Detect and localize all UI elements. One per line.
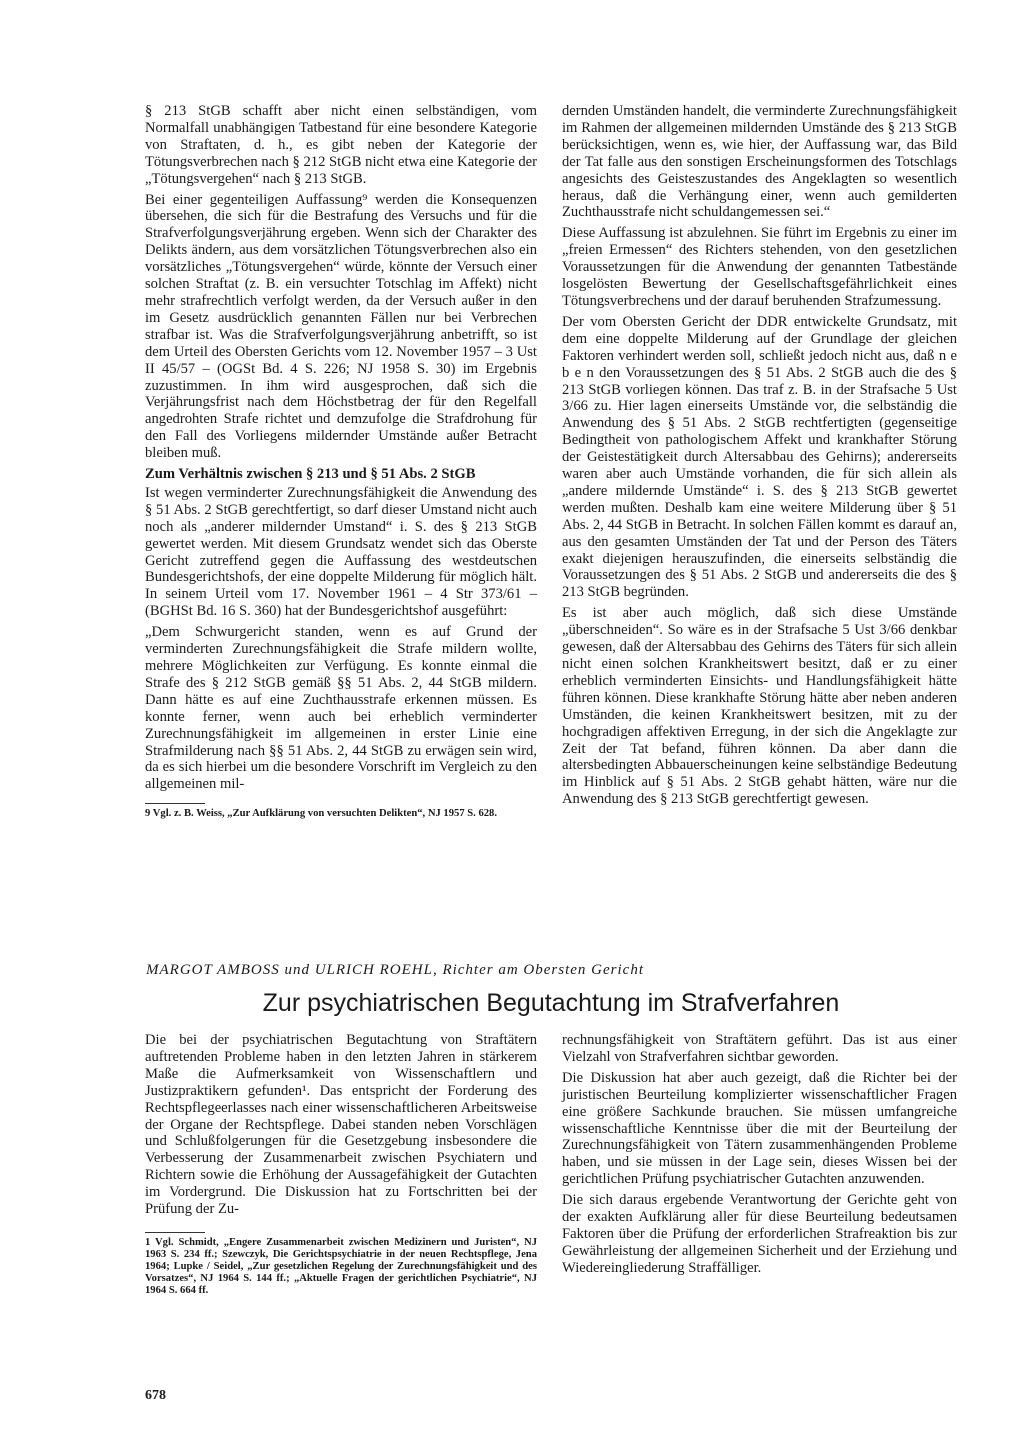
paragraph: Es ist aber auch möglich, daß sich diese Umstände „überschneiden“. So wäre es in der Strafsache 5 Ust 3/66 denkbar gewesen, daß der Altersabbau des Gehirns des Täters für sich allein nicht einen solchen Krankheitswert besitzt, daß er zu einer erheblich verminderten Einsichts- und Handlungsfähigkeit hätte führen können. Diese krankhafte Störung hätte aber neben anderen Umständen, die keinen Krankheitswert besitzen, mit zu der hochgradigen affektiven Erregung, in der sich die Angeklagte zur Zeit der Tat befand, führen können. Da aber dann die altersbedingten Abbauerscheinungen keine selbständige Bedeutung im Hinblick auf § 51 Abs. 2 StGB gehabt hätten, wäre nur die Anwendung des § 213 StGB gerechtfertigt gewesen. [562, 605, 957, 808]
article2-left-column [145, 1032, 537, 1301]
footnote-rule [145, 803, 205, 804]
paragraph: Bei einer gegenteiligen Auffassung⁹ werden die Konsequenzen übersehen, die sich für die Bestrafung des Versuchs und für die Strafverfolgungsverjährung ergeben. Wenn sich der Charakter des Delikts ändern, aus dem vorsätzlichen Tötungsverbrechen also ein vorsätzliches „Tötungsvergehen“ würde, könnte der Versuch einer solchen Straftat (z. B. ein versuchter Totschlag im Affekt) nicht mehr strafrechtlich verfolgt werden, da der Versuch außer in den im Gesetz ausdrücklich genannten Fällen nur bei Verbrechen strafbar ist. Was die Strafverfolgungsverjährung anbetrifft, so ist dem Urteil des Obersten Gerichts vom 12. November 1957 – 3 Ust II 45/57 – (OGSt Bd. 4 S. 226; NJ 1958 S. 30) im Ergebnis zuzustimmen. In ihm wird ausgesprochen, daß sich die Verjährungsfrist nach dem Höchstbetrag der für den Regelfall angedrohten Strafe richtet und demzufolge die Strafdrohung für den Fall des Vorliegens mildernder Umstände außer Betracht bleiben muß. [145, 191, 537, 462]
article1-right-column [562, 103, 957, 812]
footnote-rule [145, 1232, 205, 1233]
footnote: 9 Vgl. z. B. Weiss, „Zur Aufklärung von versuchten Delikten“, NJ 1957 S. 628. [145, 808, 497, 820]
article-title: Zur psychiatrischen Begutachtung im Strafverfahren [262, 989, 840, 1017]
paragraph: Die bei der psychiatrischen Begutachtung von Straftätern auftretenden Probleme haben in den letzten Jahren in stärkerem Maße die Aufmerksamkeit von Wissenschaftlern und Justizpraktikern gefunden¹. Das entspricht der Forderung des Rechtspflegeerlasses nach einer wissenschaftlicheren Arbeitsweise der Organe der Rechtspflege. Dabei standen neben Vorschlägen und Schlußfolgerungen für die Gesetzgebung insbesondere die Verbesserung der Zusammenarbeit zwischen Psychiatern und Richtern sowie die Erhöhung der Aussagefähigkeit der Gutachten im Vordergrund. Die Diskussion hat zu Fortschritten bei der Prüfung der Zu- [145, 1032, 537, 1218]
article1-left-column [145, 103, 537, 824]
section-subheading: Zum Verhältnis zwischen § 213 und § 51 Abs. 2 StGB [145, 466, 476, 483]
paragraph: Die Diskussion hat aber auch gezeigt, daß die Richter bei der juristischen Beurteilung komplizierter wissenschaftlicher Fragen eine größere Sachkunde brauchen. Sie müssen umfangreiche wissenschaftliche Kenntnisse über die mit der Beurteilung der Zurechnungsfähigkeit von Tätern zusammenhängenden Probleme haben, und sie müssen in der Lage sein, dieses Wissen bei der gerichtlichen Prüfung psychiatrischer Gutachten anzuwenden. [562, 1069, 957, 1188]
page-number: 678 [145, 1388, 166, 1403]
footnote: 1 Vgl. Schmidt, „Engere Zusammenarbeit zwischen Medizinern und Juristen“, NJ 1963 S. 234 ff.; Szewczyk, Die Gerichtspsychiatrie in der neuen Rechtspflege, Jena 1964; Lupke / Seidel, „Zur gesetzlichen Regelung der Zurechnungsfähigkeit und des Vorsatzes“, NJ 1964 S. 144 ff.; „Aktuelle Fragen der gerichtlichen Psychiatrie“, NJ 1964 S. 664 ff. [145, 1236, 537, 1296]
block-quote: „Dem Schwurgericht standen, wenn es auf Grund der verminderten Zurechnungsfähigkeit die Strafe mildern wollte, mehrere Möglichkeiten zur Verfügung. Es konnte einmal die Strafe des § 212 StGB gemäß §§ 51 Abs. 2, 44 StGB mildern. Dann hätte es auf eine Zuchthausstrafe erkennen müssen. Es konnte ferner, wenn auch bei erheblich verminderter Zurechnungsfähigkeit im allgemeinen in erster Linie eine Strafmilderung nach §§ 51 Abs. 2, 44 StGB zu erwägen sein wird, da es sich hierbei um die besondere Vorschrift im Vergleich zu den allgemeinen mil- [145, 624, 537, 793]
paragraph: Die sich daraus ergebende Verantwortung der Gerichte geht von der exakten Aufklärung aller für diese Beurteilung bedeutsamen Faktoren über die Prüfung der erforderlichen Strafreaktion bis zur Gewährleistung der allgemeinen Sicherheit und der Erziehung und Wiedereingliederung Straffälliger. [562, 1192, 957, 1276]
article-byline: MARGOT AMBOSS und ULRICH ROEHL, Richter am Obersten Gericht [146, 962, 644, 978]
paragraph: Ist wegen verminderter Zurechnungsfähigkeit die Anwendung des § 51 Abs. 2 StGB gerechtfertigt, so darf dieser Umstand nicht auch noch als „anderer mildernder Umstand“ i. S. des § 213 StGB gewertet werden. Mit diesem Grundsatz wendet sich das Oberste Gericht zutreffend gegen die Auffassung des westdeutschen Bundesgerichtshofs, der eine doppelte Milderung für möglich hält. In seinem Urteil vom 17. November 1961 – 4 Str 373/61 – (BGHSt Bd. 16 S. 360) hat der Bundesgerichtshof ausgeführt: [145, 484, 537, 620]
block-quote-continued: dernden Umständen handelt, die verminderte Zurechnungsfähigkeit im Rahmen der allgemeinen mildernden Umstände des § 213 StGB berücksichtigen, wenn es, wie hier, der Auffassung war, das Bild der Tat falle aus den sonstigen Erscheinungsformen des Totschlags angesichts des Geisteszustandes des Angeklagten so wesentlich heraus, daß die Verhängung einer, wenn auch gemilderten Zuchthausstrafe nicht schuldangemessen sei.“ [562, 103, 957, 221]
paragraph: rechnungsfähigkeit von Straftätern geführt. Das ist aus einer Vielzahl von Strafverfahren sichtbar geworden. [562, 1032, 957, 1065]
paragraph: Diese Auffassung ist abzulehnen. Sie führt im Ergebnis zu einer im „freien Ermessen“ des Richters stehenden, von den gesetzlichen Voraussetzungen für die Anwendung der genannten Tatbestände losgelösten Bewertung der Gesellschaftsgefährlichkeit eines Tötungsverbrechens und der darauf beruhenden Strafzumessung. [562, 225, 957, 309]
article2-right-column [562, 1032, 957, 1281]
paragraph: § 213 StGB schafft aber nicht einen selbständigen, vom Normalfall unabhängigen Tatbestand für eine besondere Kategorie von Straftaten, d. h., es gibt neben der Kategorie der Tötungsverbrechen nach § 212 StGB nicht etwa eine Kategorie der „Tötungsvergehen“ nach § 213 StGB. [145, 103, 537, 187]
paragraph: Der vom Obersten Gericht der DDR entwickelte Grundsatz, mit dem eine doppelte Milderung auf der Grundlage der gleichen Faktoren verhindert werden soll, schließt jedoch nicht aus, daß n e b e n den Voraussetzungen des § 51 Abs. 2 StGB auch die des § 213 StGB vorliegen können. Das traf z. B. in der Strafsache 5 Ust 3/66 zu. Hier lagen einerseits Umstände vor, die selbständig die Anwendung des § 51 Abs. 2 StGB rechtfertigten (gegenseitige Bedingtheit von pathologischem Affekt und krankhafter Störung der Geistestätigkeit durch Altersabbau des Gehirns); andererseits waren aber auch Umstände vorhanden, die für sich allein als „andere mildernde Umstände“ i. S. des § 213 StGB gewertet werden mußten. Deshalb kam eine weitere Milderung über § 51 Abs. 2, 44 StGB in Betracht. In solchen Fällen kommt es darauf an, aus den gesamten Umständen der Tat und der Person des Täters exakt diejenigen herauszufinden, die einerseits selbständig die Voraussetzungen des § 51 Abs. 2 StGB und andererseits die des § 213 StGB begründen. [562, 313, 957, 601]
